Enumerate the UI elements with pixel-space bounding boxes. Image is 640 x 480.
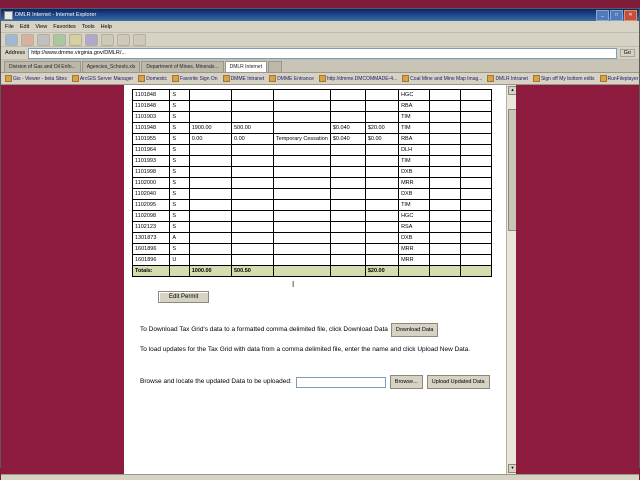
download-instructions-text: To Download Tax Grid's data to a formatted comma delimited file, click Download Data — [140, 326, 388, 333]
refresh-icon[interactable] — [53, 34, 66, 46]
cell-status: S — [170, 200, 189, 211]
browse-label: Browse and locate the updated Data to be uploaded: — [140, 378, 292, 385]
tab-agencies-schools[interactable]: Agencies_Schools.xls — [82, 61, 141, 72]
cell-note — [273, 233, 330, 244]
cell-value1 — [189, 244, 231, 255]
cell-status: S — [170, 112, 189, 123]
cell-value2 — [232, 211, 274, 222]
cell-value2 — [232, 189, 274, 200]
cell-extra1 — [429, 134, 460, 145]
totals-extra2 — [460, 266, 491, 277]
cell-code: DXB — [399, 189, 430, 200]
cell-code: DXB — [399, 233, 430, 244]
totals-value3 — [330, 266, 365, 277]
cell-extra2 — [460, 90, 491, 101]
link-item[interactable] — [533, 75, 595, 82]
bookmark-icon — [72, 75, 79, 82]
cell-note — [273, 112, 330, 123]
link-item[interactable] — [172, 75, 218, 82]
tax-grid-table — [132, 89, 492, 277]
menu-item-help[interactable]: Help — [100, 23, 112, 30]
link-item[interactable] — [487, 75, 528, 82]
cell-extra2 — [460, 145, 491, 156]
favorites-icon[interactable] — [101, 34, 114, 46]
cell-extra2 — [460, 178, 491, 189]
link-label: ArcGIS Server Manager — [79, 75, 134, 82]
cell-status: S — [170, 211, 189, 222]
mouse-cursor: I — [292, 280, 295, 289]
history-icon[interactable] — [117, 34, 130, 46]
cell-value3 — [330, 222, 365, 233]
cell-value2 — [232, 255, 274, 266]
window-title-group — [4, 9, 96, 21]
link-item[interactable] — [319, 75, 397, 82]
cell-extra2 — [460, 134, 491, 145]
minimize-button[interactable]: _ — [596, 10, 609, 21]
cell-code: RBA — [399, 101, 430, 112]
cell-permit-id: 1101993 — [133, 156, 170, 167]
cell-extra2 — [460, 112, 491, 123]
status-bar — [1, 474, 639, 480]
cell-value1 — [189, 101, 231, 112]
cell-value3 — [330, 156, 365, 167]
cell-extra1 — [429, 178, 460, 189]
cell-value2 — [232, 233, 274, 244]
cell-status: S — [170, 90, 189, 101]
cell-value2 — [232, 178, 274, 189]
scroll-up-arrow[interactable]: ▲ — [508, 86, 516, 95]
tab-dmlr-internet[interactable]: DMLR Internet — [225, 61, 268, 72]
cell-value3 — [330, 255, 365, 266]
link-label: RunFileplayer — [607, 75, 639, 82]
table-row[interactable] — [133, 134, 492, 145]
cell-value2 — [232, 101, 274, 112]
cell-value2 — [232, 244, 274, 255]
cell-value3 — [330, 211, 365, 222]
cell-value4 — [365, 255, 398, 266]
link-item[interactable] — [72, 75, 133, 82]
cell-value3 — [330, 112, 365, 123]
totals-status — [170, 266, 189, 277]
cell-code: TIM — [399, 123, 430, 134]
cell-extra2 — [460, 200, 491, 211]
cell-value2 — [232, 145, 274, 156]
link-label: http://dmme.DMCOMMADE-4... — [326, 75, 398, 82]
totals-value2: 500.50 — [232, 266, 274, 277]
cell-value4 — [365, 200, 398, 211]
link-label: DMLR Intranet — [495, 75, 528, 82]
table-row[interactable] — [133, 200, 492, 211]
table-row[interactable] — [133, 123, 492, 134]
bookmark-icon — [487, 75, 494, 82]
cell-note — [273, 101, 330, 112]
cell-value3 — [330, 178, 365, 189]
cell-note — [273, 145, 330, 156]
cell-extra2 — [460, 244, 491, 255]
print-icon[interactable] — [133, 34, 146, 46]
cell-value1 — [189, 211, 231, 222]
cell-permit-id: 1102123 — [133, 222, 170, 233]
address-bar — [1, 47, 639, 60]
page-viewport — [1, 85, 639, 474]
window-title: DMLR Internet - Internet Explorer — [15, 12, 97, 18]
go-button[interactable]: Go — [620, 49, 635, 57]
cell-code: MRR — [399, 244, 430, 255]
cell-code: HGC — [399, 211, 430, 222]
bookmark-icon — [402, 75, 409, 82]
cell-value3 — [330, 167, 365, 178]
tax-grid-body — [133, 90, 492, 277]
cell-status: S — [170, 222, 189, 233]
cell-note — [273, 200, 330, 211]
totals-code — [399, 266, 430, 277]
app-icon — [4, 11, 13, 20]
cell-value3 — [330, 233, 365, 244]
cell-permit-id: 1101903 — [133, 112, 170, 123]
cell-value1: 0.00 — [189, 134, 231, 145]
cell-value2 — [232, 200, 274, 211]
cell-extra2 — [460, 156, 491, 167]
table-row[interactable] — [133, 189, 492, 200]
upload-instructions-text: To load updates for the Tax Grid with data from a comma delimited file, enter the name and click Upload New Data. — [140, 346, 471, 353]
cell-extra1 — [429, 233, 460, 244]
link-label: Gis - Viewer - beta Sites — [13, 75, 67, 82]
bookmark-icon — [533, 75, 540, 82]
cell-permit-id: 1301873 — [133, 233, 170, 244]
cell-value4 — [365, 233, 398, 244]
link-item[interactable] — [402, 75, 482, 82]
cell-value3 — [330, 101, 365, 112]
tab-new[interactable] — [268, 61, 282, 72]
cell-permit-id: 1102098 — [133, 211, 170, 222]
page-scrollbar[interactable] — [506, 85, 516, 474]
address-label: Address — [5, 50, 26, 56]
cell-value2 — [232, 222, 274, 233]
cell-extra2 — [460, 167, 491, 178]
link-label: Favorite Sign On — [180, 75, 218, 82]
totals-extra1 — [429, 266, 460, 277]
cell-value4 — [365, 222, 398, 233]
link-item[interactable] — [600, 75, 639, 82]
link-item[interactable] — [269, 75, 314, 82]
menu-bar — [1, 21, 639, 33]
edit-permit-button[interactable]: Edit Permit — [158, 291, 209, 303]
upload-updated-data-button[interactable]: Upload Updated Data — [427, 375, 490, 389]
cell-code: TIM — [399, 112, 430, 123]
cell-extra2 — [460, 233, 491, 244]
cell-permit-id: 1601896 — [133, 255, 170, 266]
cell-extra1 — [429, 101, 460, 112]
cell-note — [273, 222, 330, 233]
cell-status: A — [170, 233, 189, 244]
cell-value3: $0.040 — [330, 123, 365, 134]
cell-permit-id: 1101848 — [133, 90, 170, 101]
cell-value1 — [189, 145, 231, 156]
cell-code: TIM — [399, 156, 430, 167]
table-row[interactable] — [133, 178, 492, 189]
table-row[interactable] — [133, 90, 492, 101]
cell-permit-id: 1102000 — [133, 178, 170, 189]
bookmark-icon — [319, 75, 326, 82]
cell-extra1 — [429, 244, 460, 255]
cell-extra1 — [429, 211, 460, 222]
cell-value4: $20.00 — [365, 123, 398, 134]
cell-permit-id: 1102040 — [133, 189, 170, 200]
bookmark-icon — [172, 75, 179, 82]
cell-extra2 — [460, 222, 491, 233]
title-bar — [1, 9, 639, 21]
link-label: Sign off My bottom edits — [540, 75, 595, 82]
cell-value3 — [330, 145, 365, 156]
bookmark-icon — [138, 75, 145, 82]
cell-extra1 — [429, 255, 460, 266]
cell-value4 — [365, 145, 398, 156]
cell-extra2 — [460, 123, 491, 134]
cell-value2: 500.00 — [232, 123, 274, 134]
cell-value2 — [232, 90, 274, 101]
download-instructions-inline — [140, 323, 438, 337]
table-row[interactable] — [133, 233, 492, 244]
cell-extra2 — [460, 211, 491, 222]
link-label: DMME Entrance — [277, 75, 314, 82]
scroll-thumb[interactable] — [508, 109, 516, 231]
cell-value1 — [189, 255, 231, 266]
cell-value1 — [189, 112, 231, 123]
cell-permit-id: 1101998 — [133, 167, 170, 178]
browse-button[interactable]: Browse... — [390, 375, 423, 389]
cell-value1: 1900.00 — [189, 123, 231, 134]
cell-value3 — [330, 90, 365, 101]
browser-window — [0, 8, 640, 468]
totals-row — [133, 266, 492, 277]
cell-status: S — [170, 134, 189, 145]
table-row[interactable] — [133, 145, 492, 156]
cell-code: HGC — [399, 90, 430, 101]
maximize-button[interactable]: □ — [610, 10, 623, 21]
cell-note — [273, 255, 330, 266]
totals-value1: 1000.00 — [189, 266, 231, 277]
bookmark-icon — [600, 75, 607, 82]
download-instructions-row — [140, 323, 512, 337]
search-icon[interactable] — [85, 34, 98, 46]
menu-item-edit[interactable]: Edit — [19, 23, 30, 30]
cell-status: S — [170, 145, 189, 156]
link-label: Coal Mine and Mine Map Imag... — [410, 75, 483, 82]
browser-toolbar — [1, 33, 639, 47]
cell-permit-id: 1101848 — [133, 101, 170, 112]
totals-label: Totals: — [133, 266, 170, 277]
bookmark-icon — [223, 75, 230, 82]
cell-note — [273, 211, 330, 222]
page-content — [124, 85, 516, 474]
table-row[interactable] — [133, 211, 492, 222]
cell-value1 — [189, 156, 231, 167]
table-row[interactable] — [133, 255, 492, 266]
link-label: Domestic — [146, 75, 168, 82]
cell-note — [273, 90, 330, 101]
cell-permit-id: 1102095 — [133, 200, 170, 211]
cell-extra2 — [460, 189, 491, 200]
cell-status: S — [170, 167, 189, 178]
table-row[interactable] — [133, 222, 492, 233]
file-path-input[interactable] — [296, 377, 386, 388]
cell-extra1 — [429, 222, 460, 233]
address-input[interactable]: http://www.dmme.virginia.gov/DMLR/... — [28, 48, 616, 59]
cell-extra1 — [429, 112, 460, 123]
cell-status: S — [170, 156, 189, 167]
window-controls — [596, 10, 639, 21]
back-icon[interactable] — [5, 34, 18, 46]
cell-value4 — [365, 189, 398, 200]
tab-department-mines[interactable]: Department of Mines, Minerals... — [141, 61, 223, 72]
cell-extra1 — [429, 200, 460, 211]
menu-item-favorites[interactable]: Favorites — [53, 23, 76, 30]
table-row[interactable] — [133, 244, 492, 255]
cell-value4 — [365, 167, 398, 178]
stop-icon[interactable] — [37, 34, 50, 46]
cell-value1 — [189, 90, 231, 101]
cell-value1 — [189, 189, 231, 200]
cell-code: DXB — [399, 167, 430, 178]
cell-status: S — [170, 123, 189, 134]
cell-value3 — [330, 244, 365, 255]
cell-note — [273, 156, 330, 167]
cell-note — [273, 167, 330, 178]
table-row[interactable] — [133, 167, 492, 178]
cell-extra1 — [429, 123, 460, 134]
cell-value3: $0.040 — [330, 134, 365, 145]
cell-value3 — [330, 189, 365, 200]
cell-value4 — [365, 156, 398, 167]
cell-note — [273, 244, 330, 255]
download-data-button[interactable]: Download Data — [391, 323, 439, 337]
bookmark-icon — [269, 75, 276, 82]
cell-extra1 — [429, 90, 460, 101]
scroll-down-arrow[interactable]: ▼ — [508, 464, 516, 473]
cell-status: S — [170, 101, 189, 112]
tab-strip — [1, 60, 639, 73]
cell-code: DLH — [399, 145, 430, 156]
cell-extra2 — [460, 101, 491, 112]
link-item[interactable] — [5, 75, 67, 82]
cell-value2 — [232, 156, 274, 167]
cell-value4 — [365, 211, 398, 222]
home-icon[interactable] — [69, 34, 82, 46]
menu-item-tools[interactable]: Tools — [81, 23, 95, 30]
cell-note — [273, 189, 330, 200]
link-item[interactable] — [223, 75, 265, 82]
cell-extra1 — [429, 167, 460, 178]
cell-extra2 — [460, 255, 491, 266]
cell-value2: 0.00 — [232, 134, 274, 145]
cell-code: MRR — [399, 255, 430, 266]
cell-value2 — [232, 167, 274, 178]
cell-value4 — [365, 101, 398, 112]
cell-code: RSA — [399, 222, 430, 233]
cell-status: U — [170, 255, 189, 266]
cell-extra1 — [429, 156, 460, 167]
cell-permit-id: 1601896 — [133, 244, 170, 255]
close-button[interactable]: ✕ — [624, 10, 637, 21]
cell-value3 — [330, 200, 365, 211]
cell-value4 — [365, 90, 398, 101]
cell-extra1 — [429, 145, 460, 156]
totals-value4: $20.00 — [365, 266, 398, 277]
table-row[interactable] — [133, 112, 492, 123]
cell-permit-id: 1101948 — [133, 123, 170, 134]
table-row[interactable] — [133, 156, 492, 167]
cell-permit-id: 1101955 — [133, 134, 170, 145]
cell-status: S — [170, 189, 189, 200]
cell-status: S — [170, 244, 189, 255]
totals-note — [273, 266, 330, 277]
tab-division-gas-oil[interactable]: Division of Gas and Oil Enfo... — [4, 61, 81, 72]
cell-value1 — [189, 167, 231, 178]
table-row[interactable] — [133, 101, 492, 112]
cell-value1 — [189, 200, 231, 211]
edit-permit-row — [158, 285, 516, 303]
cell-permit-id: 1101964 — [133, 145, 170, 156]
cell-value4: $0.00 — [365, 134, 398, 145]
cell-extra1 — [429, 189, 460, 200]
cell-value1 — [189, 233, 231, 244]
links-bar — [1, 73, 639, 85]
cell-value4 — [365, 178, 398, 189]
menu-item-file[interactable]: File — [5, 23, 14, 30]
cell-status: S — [170, 178, 189, 189]
cell-value4 — [365, 244, 398, 255]
cell-value1 — [189, 222, 231, 233]
cell-value1 — [189, 178, 231, 189]
cell-note: Temporary Cessation — [273, 134, 330, 145]
cell-value4 — [365, 112, 398, 123]
bookmark-icon — [5, 75, 12, 82]
cell-note — [273, 123, 330, 134]
cell-code: TIM — [399, 200, 430, 211]
cell-value2 — [232, 112, 274, 123]
upload-row — [140, 375, 512, 389]
link-label: DMME Intranet — [230, 75, 265, 82]
link-item[interactable] — [138, 75, 167, 82]
menu-item-view[interactable]: View — [35, 23, 48, 30]
cell-code: MRR — [399, 178, 430, 189]
cell-note — [273, 178, 330, 189]
forward-icon[interactable] — [21, 34, 34, 46]
cell-code: RBA — [399, 134, 430, 145]
